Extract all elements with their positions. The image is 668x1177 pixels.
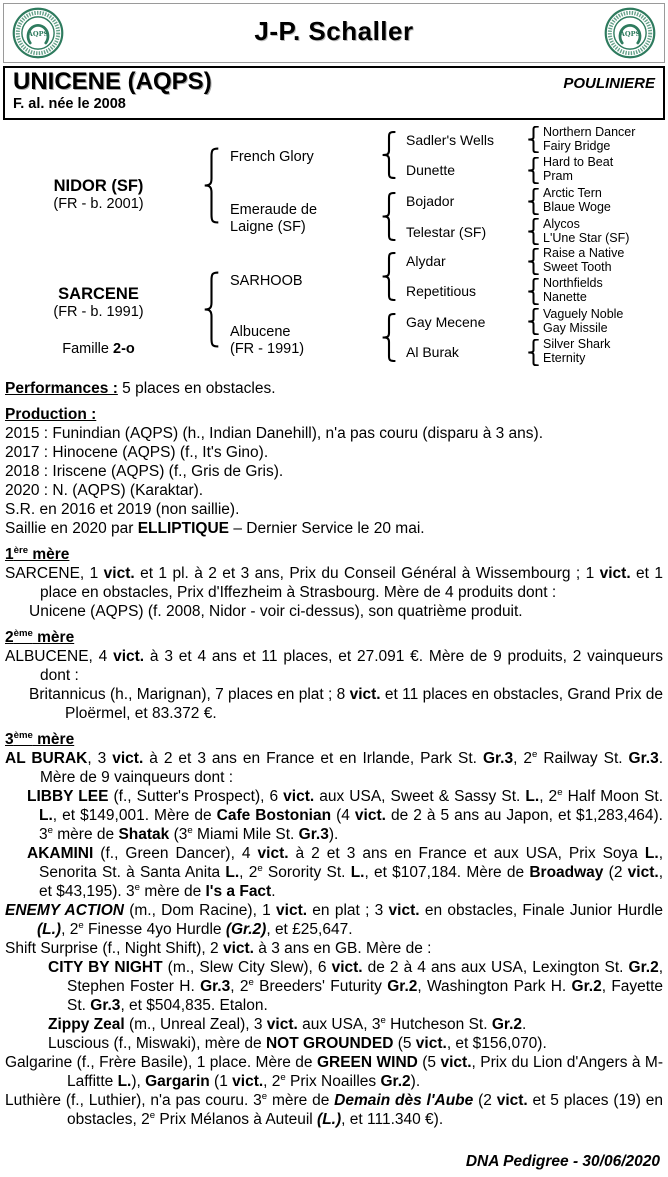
section-heading-mere1 (5, 545, 663, 564)
gen4-name: Nanette (543, 289, 587, 304)
gen3-name: Alydar (406, 253, 446, 269)
gen2-name: Emeraude de Laigne (SF) (230, 202, 318, 235)
mere1-paragraph: SARCENE, 1 vict. et 1 pl. à 2 et 3 ans, Prix du Conseil Général à Wissembourg ; 1 vict. et 1 place en obstacles, Prix d'Iffezheim à Strasbourg. Mère de 4 produits dont : (5, 565, 663, 601)
brace-icon (381, 252, 397, 301)
mere3-paragraph: LIBBY LEE (f., Sutter's Prospect), 6 vict. aux USA, Sweet & Sassy St. L., 2e Half Moon St. L., et $149,001. Mère de Cafe Bostonian (4 vict. de 2 à 5 ans au Japon, et $1,283,464). 3e mère de Shatak (3e Miami Mile St. Gr.3). (27, 786, 664, 843)
gen4-pair (543, 338, 666, 366)
mere3-paragraph: Zippy Zeal (m., Unreal Zeal), 3 vict. aux USA, 3e Hutcheson St. Gr.2. (48, 1014, 527, 1033)
mere2-paragraph: ALBUCENE, 4 vict. à 3 et 4 ans et 11 places, et 27.091 €. Mère de 9 produits, 2 vainqueurs dont : (5, 648, 663, 684)
gen4-pair (543, 126, 666, 154)
production-line: S.R. en 2016 et 2019 (non saillie). (5, 501, 240, 518)
mere3-paragraph: Luthière (f., Luthier), n'a pas couru. 3e mère de Demain dès l'Aube (2 vict. et 5 places (19) en obstacles, 2e Prix Mélanos à Auteuil (L.), et 111.340 €). (5, 1090, 663, 1128)
production-line: 2015 : Funindian (AQPS) (h., Indian Danehill), n'a pas couru (disparu à 3 ans). (5, 425, 544, 442)
gen4-name: Blaue Woge (543, 199, 611, 214)
famille-line (16, 341, 181, 357)
status-label: POULINIERE (563, 75, 655, 92)
gen2-name: French Glory (230, 149, 314, 165)
horse-subtitle: F. al. née le 2008 (13, 96, 126, 112)
mere3-paragraph: AL BURAK, 3 vict. à 2 et 3 ans en France et en Irlande, Park St. Gr.3, 2e Railway St. Gr.3. Mère de 9 vainqueurs dont : (5, 748, 664, 786)
production-line: 2018 : Iriscene (AQPS) (f., Gris de Gris). (5, 463, 284, 480)
gen4-name: Fairy Bridge (543, 138, 611, 153)
gen4-pair (543, 247, 666, 275)
production-line: 2017 : Hinocene (AQPS) (f., It's Gino). (5, 444, 269, 461)
mere3-paragraph: Luscious (f., Miswaki), mère de NOT GROUNDED (5 vict., et $156,070). (48, 1035, 547, 1052)
mere1-heading-text: 1ère mère (5, 544, 70, 563)
famille-label: Famille (62, 341, 109, 357)
mere3-paragraph: CITY BY NIGHT (m., Slew City Slew), 6 vict. de 2 à 4 ans aux USA, Lexington St. Gr.2, Stephen Foster H. Gr.3, 2e Breeders' Futurity Gr.2, Washington Park H. Gr.2, Fayette St. Gr.3, et $504,835. Etalon. (48, 959, 664, 1014)
dam-block (16, 285, 181, 320)
pedigree-tree (0, 0, 668, 380)
gen4-pair (543, 308, 666, 336)
production-line: 2020 : N. (AQPS) (Karaktar). (5, 482, 204, 499)
gen2-name: Albucene (230, 324, 291, 340)
section-heading-mere2 (5, 628, 663, 647)
gen4-name: Arctic Tern (543, 186, 602, 200)
brace-icon (527, 308, 540, 335)
gen4-name: Gay Missile (543, 320, 608, 335)
performances-line (5, 379, 663, 398)
document-body (5, 379, 663, 1129)
brace-icon (527, 188, 540, 215)
dam-name: SARCENE (58, 285, 139, 303)
gen4-name: Alycos (543, 217, 580, 231)
gen4-name: L'Une Star (SF) (543, 230, 630, 245)
gen4-name: Sweet Tooth (543, 259, 612, 274)
brace-icon (381, 313, 397, 362)
gen4-pair (543, 218, 666, 246)
gen4-name: Northern Dancer (543, 125, 636, 139)
brace-icon (527, 126, 540, 153)
gen4-name: Northfields (543, 276, 603, 290)
mere3-paragraph: AKAMINI (f., Green Dancer), 4 vict. à 2 et 3 ans en France et aux USA, Prix Soya L., Senorita St. à Santa Anita L., 2e Sorority St. L., et $107,184. Mère de Broadway (2 vict., et $43,195). 3e mère de I's a Fact. (27, 845, 663, 900)
gen4-pair (543, 187, 666, 215)
gen4-name: Hard to Beat (543, 155, 614, 169)
gen4-name: Raise a Native (543, 246, 625, 260)
sire-block (16, 177, 181, 212)
brace-icon (381, 131, 397, 179)
mere2-heading-text: 2ème mère (5, 627, 75, 646)
footer-credit: DNA Pedigree - 30/06/2020 (465, 1153, 660, 1170)
famille-value: 2-o (113, 341, 135, 357)
gen4-name: Silver Shark (543, 337, 611, 351)
gen3-name: Telestar (SF) (406, 224, 487, 240)
svg-text:AQPS: AQPS (619, 30, 641, 39)
gen4-name: Eternity (543, 350, 586, 365)
gen2-name: SARHOOB (230, 273, 303, 289)
gen2-block (230, 324, 304, 357)
gen3-name: Dunette (406, 162, 456, 178)
brace-icon (203, 147, 220, 224)
mere1-paragraph: Unicene (AQPS) (f. 2008, Nidor - voir ci-dessus), son quatrième produit. (29, 603, 523, 620)
gen3-name: Repetitious (406, 283, 477, 299)
brace-icon (203, 271, 220, 348)
gen3-name: Sadler's Wells (406, 132, 494, 148)
performances-text: 5 places en obstacles. (117, 380, 276, 397)
gen4-pair (543, 277, 666, 305)
brace-icon (527, 278, 540, 305)
mere3-paragraph: Shift Surprise (f., Night Shift), 2 vict. à 3 ans en GB. Mère de : (5, 940, 432, 957)
sire-name: NIDOR (SF) (53, 177, 144, 195)
horse-name: UNICENE (AQPS) (13, 68, 212, 95)
brace-icon (527, 218, 540, 245)
sire-detail: (FR - b. 2001) (53, 196, 144, 212)
svg-text:AQPS: AQPS (27, 30, 49, 39)
gen3-name: Bojador (406, 193, 455, 209)
section-heading-performances: Performances : (5, 380, 118, 397)
mere2-paragraph: Britannicus (h., Marignan), 7 places en plat ; 8 vict. et 11 places en obstacles, Grand Prix de Ploërmel, et 83.372 €. (29, 686, 663, 722)
brace-icon (527, 339, 540, 366)
gen4-pair (543, 156, 666, 184)
gen2-detail: (FR - 1991) (230, 340, 305, 357)
production-heading-text: Production : (5, 406, 97, 423)
brace-icon (381, 192, 397, 241)
section-heading-production (5, 405, 663, 424)
dam-detail: (FR - b. 1991) (53, 304, 144, 320)
gen3-name: Gay Mecene (406, 314, 486, 330)
brace-icon (527, 248, 540, 275)
mere3-paragraph: ENEMY ACTION (m., Dom Racine), 1 vict. en plat ; 3 vict. en obstacles, Finale Junior Hurdle (L.), 2e Finesse 4yo Hurdle (Gr.2), et £25,647. (5, 902, 664, 938)
gen4-name: Vaguely Noble (543, 307, 624, 321)
gen4-name: Pram (543, 168, 573, 183)
brace-icon (527, 157, 540, 184)
mere3-heading-text: 3ème mère (5, 729, 75, 748)
production-line: Saillie en 2020 par ELLIPTIQUE – Dernier Service le 20 mai. (5, 520, 425, 537)
gen3-name: Al Burak (406, 344, 459, 360)
page-title: J-P. Schaller (254, 16, 414, 46)
mere3-paragraph: Galgarine (f., Frère Basile), 1 place. Mère de GREEN WIND (5 vict., Prix du Lion d'Angers à M-Laffitte L.), Gargarin (1 vict., 2e Prix Noailles Gr.2). (5, 1054, 663, 1090)
section-heading-mere3 (5, 730, 663, 749)
